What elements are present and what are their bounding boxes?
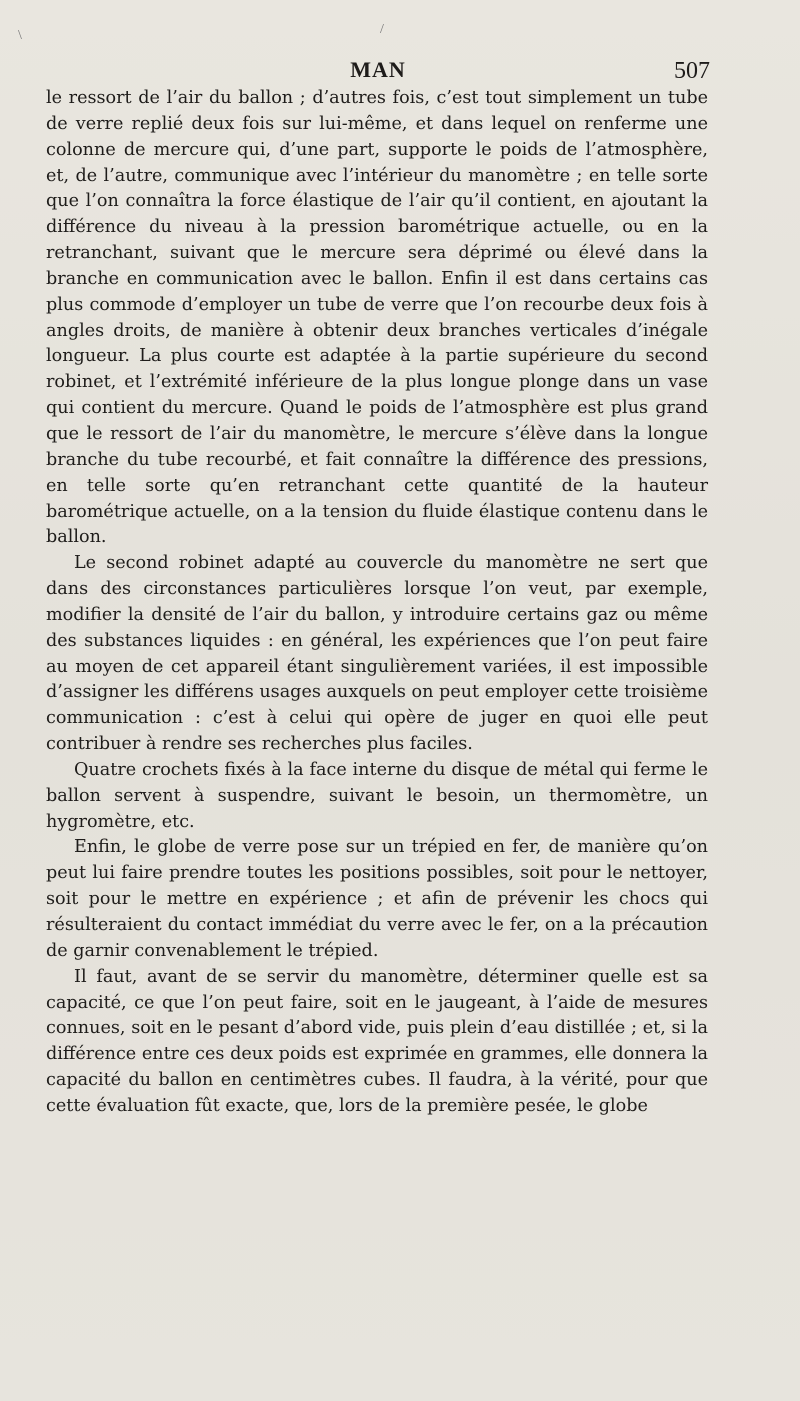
page-number: 507 [674, 58, 710, 84]
running-head: MAN [350, 57, 406, 82]
paragraph: Il faut, avant de se servir du manomètre, déterminer quelle est sa capacité, ce que l’on peut faire, soit en le jaugeant, à l’aide de mesures connues, soit en le pesant d’abord vide, puis plein d’eau distillée ; et, si la différence entre ces deux poids est exprimée en grammes, elle donnera la capacité du ballon en centimètres cubes. Il faudra, à la vérité, pour que cette évaluation fût exacte, que, lors de la première pesée, le globe [46, 966, 708, 1116]
page-mark-left: \ [18, 28, 22, 43]
paragraph: Quatre crochets fixés à la face interne du disque de métal qui ferme le ballon servent à suspendre, suivant le besoin, un thermomètre, un hygromètre, etc. [46, 759, 708, 832]
paragraph: le ressort de l’air du ballon ; d’autres fois, c’est tout simplement un tube de verre replié deux fois sur lui-même, et dans lequel on renferme une colonne de mercure qui, d’une part, supporte le poids de l’atmosphère, et, de l’autre, communique avec l’intérieur du manomètre ; en telle sorte que l’on connaîtra la force élastique de l’air qu’il contient, en ajoutant la différence du niveau à la pression barométrique actuelle, ou en la retranchant, suivant que le mercure sera déprimé ou élevé dans la branche en communication avec le ballon. Enfin il est dans certains cas plus commode d’employer un tube de verre que l’on recourbe deux fois à angles droits, de manière à obtenir deux branches verticales d’inégale longueur. La plus courte est adaptée à la partie supérieure du second robinet, et l’extrémité inférieure de la plus longue plonge dans un vase qui contient du mercure. Quand le poids de l’atmosphère est plus grand que le ressort de l’air du manomètre, le mercure s’élève dans la longue branche du tube recourbé, et fait connaître la différence des pressions, en telle sorte qu’en retranchant cette quantité de la hauteur barométrique actuelle, on a la tension du fluide élastique contenu dans le ballon. [46, 88, 708, 548]
paragraph: Le second robinet adapté au couvercle du manomètre ne sert que dans des circonstances particulières lorsque l’on veut, par exemple, modifier la densité de l’air du ballon, y introduire certains gaz ou même des substances liquides : en général, les expériences que l’on peut faire au moyen de cet appareil étant singulièrement variées, il est impossible d’assigner les différens usages auxquels on peut employer cette troisième communication : c’est à celui qui opère de juger en quoi elle peut contribuer à rendre ses recherches plus faciles. [46, 553, 708, 755]
body-text [46, 86, 708, 1120]
paragraph: Enfin, le globe de verre pose sur un trépied en fer, de manière qu’on peut lui faire prendre toutes les positions possibles, soit pour le nettoyer, soit pour le mettre en expérience ; et afin de prévenir les chocs qui résulteraient du contact immédiat du verre avec le fer, on a la précaution de garnir convenablement le trépied. [46, 837, 708, 961]
page-mark-top: / [380, 22, 384, 37]
